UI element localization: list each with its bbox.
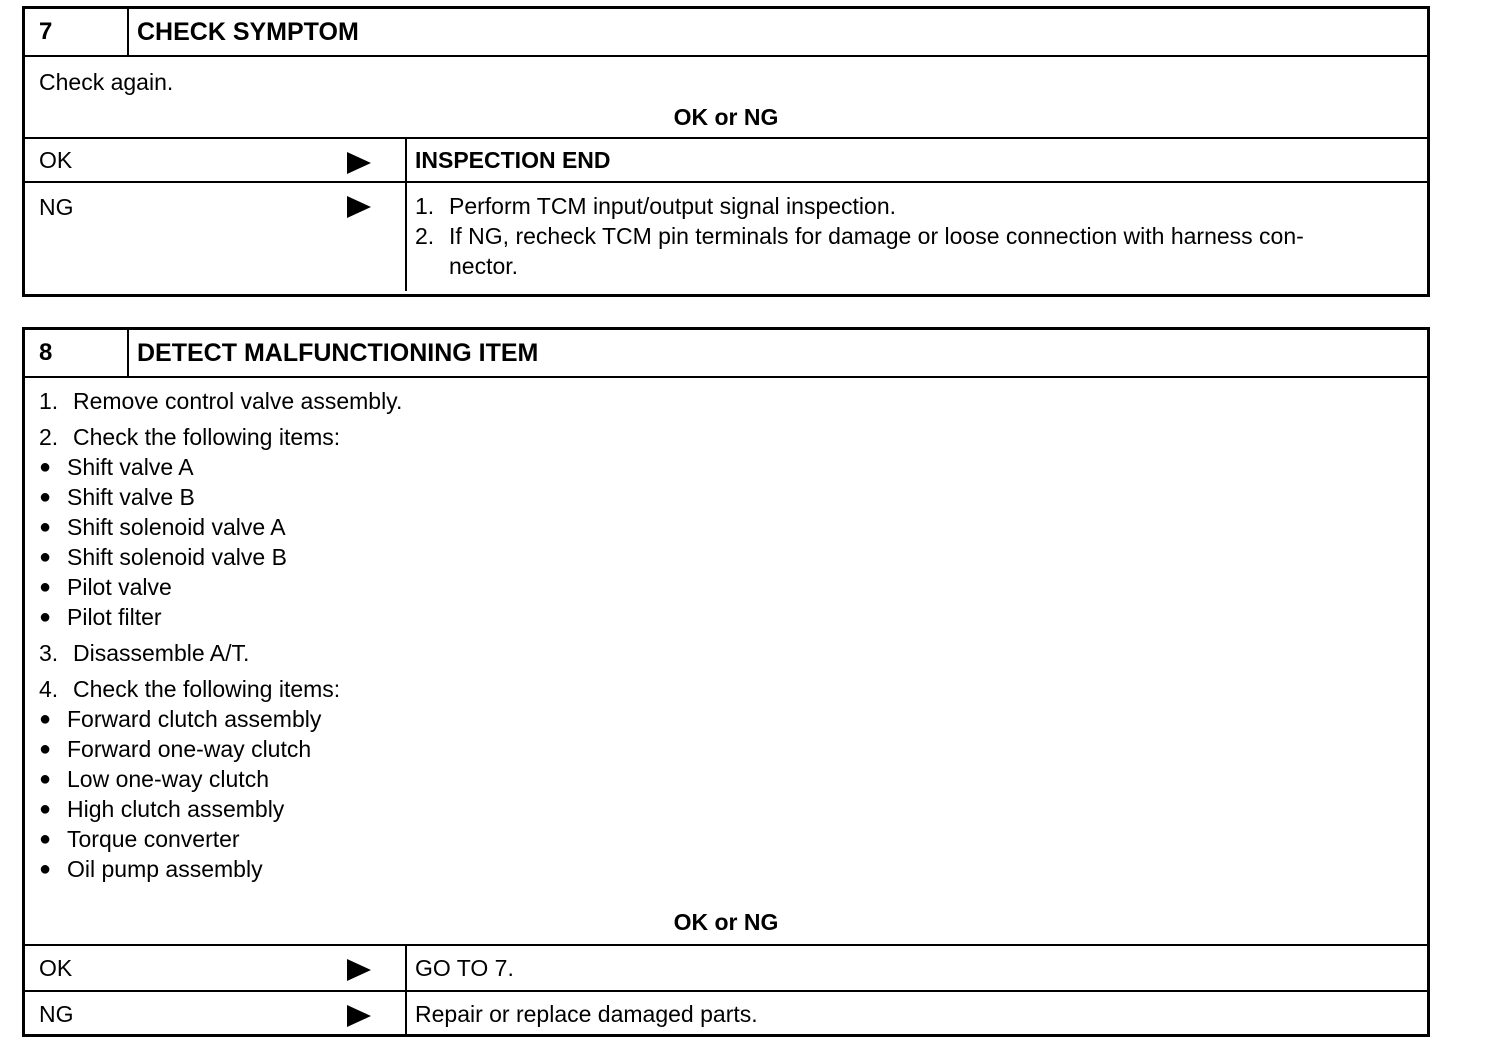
ok-or-ng-heading: OK or NG xyxy=(25,900,1427,946)
step-instruction: Check again. xyxy=(39,69,174,95)
bullet-item xyxy=(39,512,1427,542)
bullet-item xyxy=(39,572,1427,602)
ok-result: GO TO 7. xyxy=(415,955,514,981)
ok-or-ng-heading: OK or NG xyxy=(25,97,1427,139)
step-item-number: 3. xyxy=(39,640,59,666)
step-item xyxy=(39,386,1427,416)
step-title: CHECK SYMPTOM xyxy=(137,17,359,46)
step-8-block xyxy=(22,327,1430,1037)
bullet-item xyxy=(39,452,1427,482)
arrow-right-icon xyxy=(347,959,371,981)
bullet-item-text: Pilot valve xyxy=(67,574,172,600)
step-item-text: Disassemble A/T. xyxy=(73,640,250,666)
step-item-text: Check the following items: xyxy=(73,424,341,450)
bullet-dot-icon: ● xyxy=(39,708,52,730)
ng-item: 2. If NG, recheck TCM pin terminals for damage or loose connection with harness con- xyxy=(415,223,1304,249)
bullet-dot-icon: ● xyxy=(39,768,52,790)
ng-result: Repair or replace damaged parts. xyxy=(415,1001,758,1027)
bullet-item xyxy=(39,542,1427,572)
step-item-text: Remove control valve assembly. xyxy=(73,388,403,414)
bullet-item xyxy=(39,482,1427,512)
bullet-item-text: Low one-way clutch xyxy=(67,766,269,792)
bullet-dot-icon: ● xyxy=(39,456,52,478)
step-item-number: 2. xyxy=(39,424,59,450)
step-instructions xyxy=(25,378,1427,900)
bullet-item xyxy=(39,764,1427,794)
ok-label-text: OK xyxy=(39,147,73,173)
bullet-dot-icon: ● xyxy=(39,606,52,628)
bullet-item xyxy=(39,794,1427,824)
bullet-item-text: Shift solenoid valve B xyxy=(67,544,287,570)
bullet-item xyxy=(39,602,1427,632)
bullet-dot-icon: ● xyxy=(39,576,52,598)
bullet-item-text: Forward clutch assembly xyxy=(67,706,322,732)
arrow-right-icon xyxy=(347,152,371,174)
bullet-item xyxy=(39,734,1427,764)
bullet-item-text: Shift valve B xyxy=(67,484,195,510)
step-item-number: 4. xyxy=(39,676,59,702)
ng-item: nector. xyxy=(449,253,519,279)
ng-row xyxy=(25,992,1427,1036)
bullet-item xyxy=(39,704,1427,734)
step-item xyxy=(39,638,1427,668)
arrow-right-icon xyxy=(347,1005,371,1027)
bullet-dot-icon: ● xyxy=(39,828,52,850)
bullet-dot-icon: ● xyxy=(39,546,52,568)
bullet-item-text: Shift solenoid valve A xyxy=(67,514,286,540)
ng-label-text: NG xyxy=(39,1001,74,1027)
bullet-dot-icon: ● xyxy=(39,486,52,508)
ng-label xyxy=(25,183,407,291)
ng-result xyxy=(407,183,1427,291)
ng-row xyxy=(25,183,1427,291)
bullet-dot-icon: ● xyxy=(39,798,52,820)
bullet-item-text: Torque converter xyxy=(67,826,240,852)
step-number: 8 xyxy=(25,330,129,376)
ng-label xyxy=(25,992,407,1036)
ng-item: 1. Perform TCM input/output signal inspection. xyxy=(415,193,897,219)
step-item xyxy=(39,422,1427,452)
ok-label xyxy=(25,139,407,181)
ng-label-text: NG xyxy=(39,194,74,220)
bullet-item xyxy=(39,854,1427,884)
ok-row xyxy=(25,946,1427,992)
step-header xyxy=(25,9,1427,57)
step-item xyxy=(39,674,1427,704)
step-number: 7 xyxy=(25,9,129,55)
bullet-dot-icon: ● xyxy=(39,738,52,760)
bullet-item-text: Oil pump assembly xyxy=(67,856,263,882)
bullet-item-text: Forward one-way clutch xyxy=(67,736,312,762)
step-item-number: 1. xyxy=(39,388,59,414)
bullet-item-text: High clutch assembly xyxy=(67,796,285,822)
step-7-block xyxy=(22,6,1430,297)
ok-row xyxy=(25,139,1427,183)
step-title: DETECT MALFUNCTIONING ITEM xyxy=(137,338,539,367)
bullet-item-text: Pilot filter xyxy=(67,604,162,630)
bullet-dot-icon: ● xyxy=(39,858,52,880)
step-header xyxy=(25,330,1427,378)
bullet-item xyxy=(39,824,1427,854)
arrow-right-icon xyxy=(347,196,371,218)
ok-label-text: OK xyxy=(39,955,73,981)
bullet-dot-icon: ● xyxy=(39,516,52,538)
ok-result: INSPECTION END xyxy=(415,147,611,173)
ok-label xyxy=(25,946,407,990)
step-item-text: Check the following items: xyxy=(73,676,341,702)
bullet-item-text: Shift valve A xyxy=(67,454,194,480)
